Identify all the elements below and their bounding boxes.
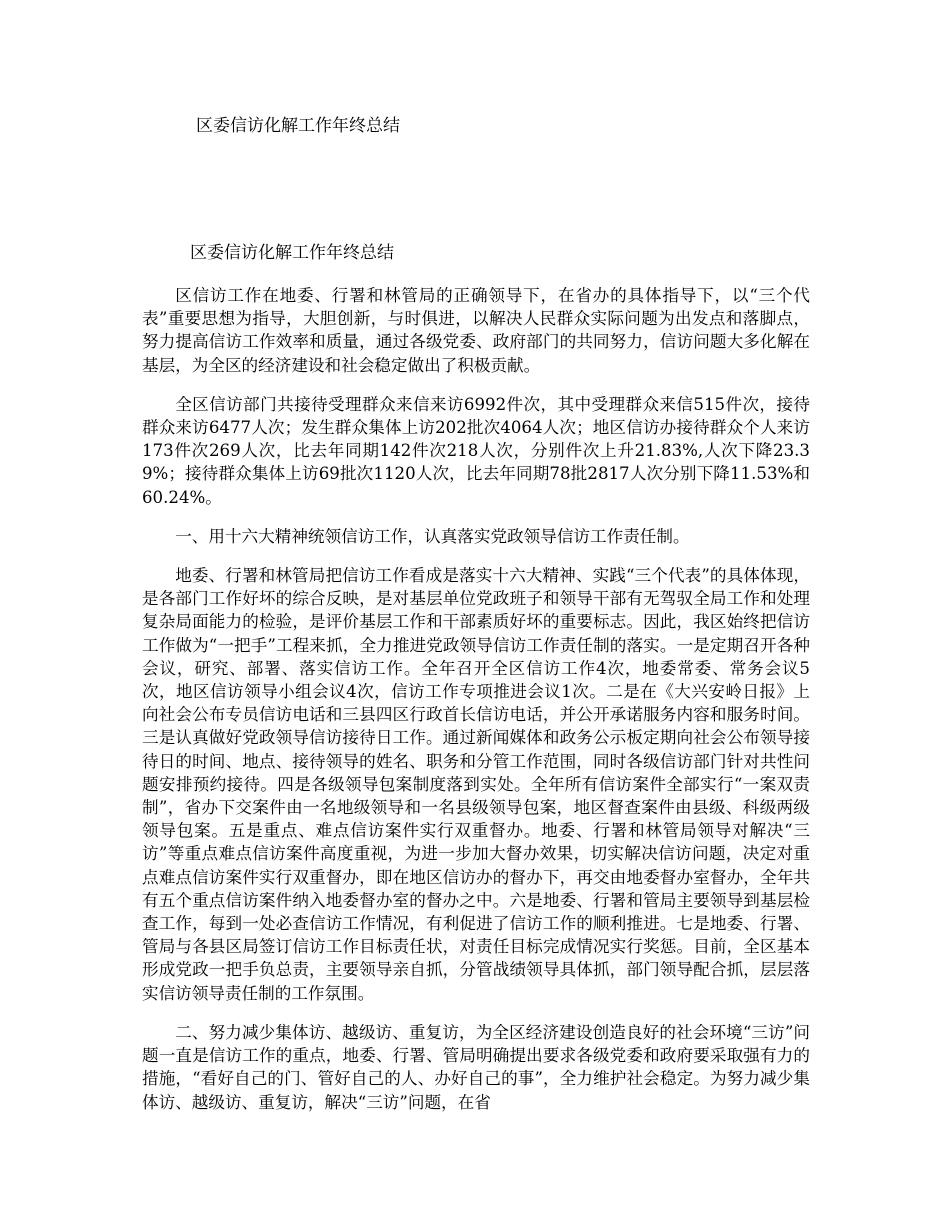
section-heading-2: 二、努力减少集体访、越级访、重复访，为全区经济建设创造良好的社会环境“三访”问题一直是信访工作的重点，地委、行署、管局明确提出要求各级党委和政府要采取强有力的措施，“看好自己的门、管好自己的人、办好自己的事”，全力维护社会稳定。为努力减少集体访、越级访、重复访，解决“三访”问题，在省	[142, 1022, 810, 1112]
section-heading-1: 一、用十六大精神统领信访工作，认真落实党政领导信访工作责任制。	[175, 526, 690, 546]
paragraph-statistics: 全区信访部门共接待受理群众来信来访6992件次，其中受理群众来信515件次，接待群众来访6477人次；发生群众集体上访202批次4064人次；地区信访办接待群众个人来访173件次269人次，比去年同期142件次218人次，分别件次上升21.83%,人次下降23.39%；接待群众集体上访69批次1120人次，比去年同期78批2817人次分别下降11.53%和60.24%。	[142, 394, 810, 507]
paragraph-section-1: 地委、行署和林管局把信访工作看成是落实十六大精神、实践“三个代表”的具体体现，是各部门工作好坏的综合反映，是对基层单位党政班子和领导干部有无驾驭全局工作和处理复杂局面能力的检验，是评价基层工作和干部素质好坏的重要标志。因此，我区始终把信访工作做为“一把手”工程来抓，全力推进党政领导信访工作责任制的落实。一是定期召开各种会议，研究、部署、落实信访工作。全年召开全区信访工作4次，地委常委、常务会议5次，地区信访领导小组会议4次，信访工作专项推进会议1次。二是在《大兴安岭日报》上向社会公布专员信访电话和三县四区行政首长信访电话，并公开承诺服务内容和服务时间。三是认真做好党政领导信访接待日工作。通过新闻媒体和政务公示板定期向社会公布领导接待日的时间、地点、接待领导的姓名、职务和分管工作范围，同时各级信访部门针对共性问题安排预约接待。四是各级领导包案制度落到实处。全年所有信访案件全部实行“一案双责制”，省办下交案件由一名地级领导和一名县级领导包案，地区督查案件由县级、科级两级领导包案。五是重点、难点信访案件实行双重督办。地委、行署和林管局领导对解决“三访”等重点难点信访案件高度重视，为进一步加大督办效果，切实解决信访问题，决定对重点难点信访案件实行双重督办，即在地区信访办的督办下，再交由地委督办室督办，全年共有五个重点信访案件纳入地委督办室的督办之中。六是地委、行署和管局主要领导到基层检查工作，每到一处必查信访工作情况，有利促进了信访工作的顺利推进。七是地委、行署、管局与各县区局签订信访工作目标责任状，对责任目标完成情况实行奖惩。目前，全区基本形成党政一把手负总责，主要领导亲自抓，分管战绩领导具体抓，部门领导配合抓，层层落实信访领导责任制的工作氛围。	[142, 566, 810, 1003]
document-body	[142, 284, 810, 1130]
document-subtitle: 区委信访化解工作年终总结	[190, 243, 394, 263]
paragraph-intro: 区信访工作在地委、行署和林管局的正确领导下，在省办的具体指导下，以“三个代表”重要思想为指导，大胆创新，与时俱进，以解决人民群众实际问题为出发点和落脚点，努力提高信访工作效率和质量，通过各级党委、政府部门的共同努力，信访问题大多化解在基层，为全区的经济建设和社会稳定做出了积极贡献。	[142, 286, 810, 375]
document-title: 区委信访化解工作年终总结	[196, 116, 400, 136]
